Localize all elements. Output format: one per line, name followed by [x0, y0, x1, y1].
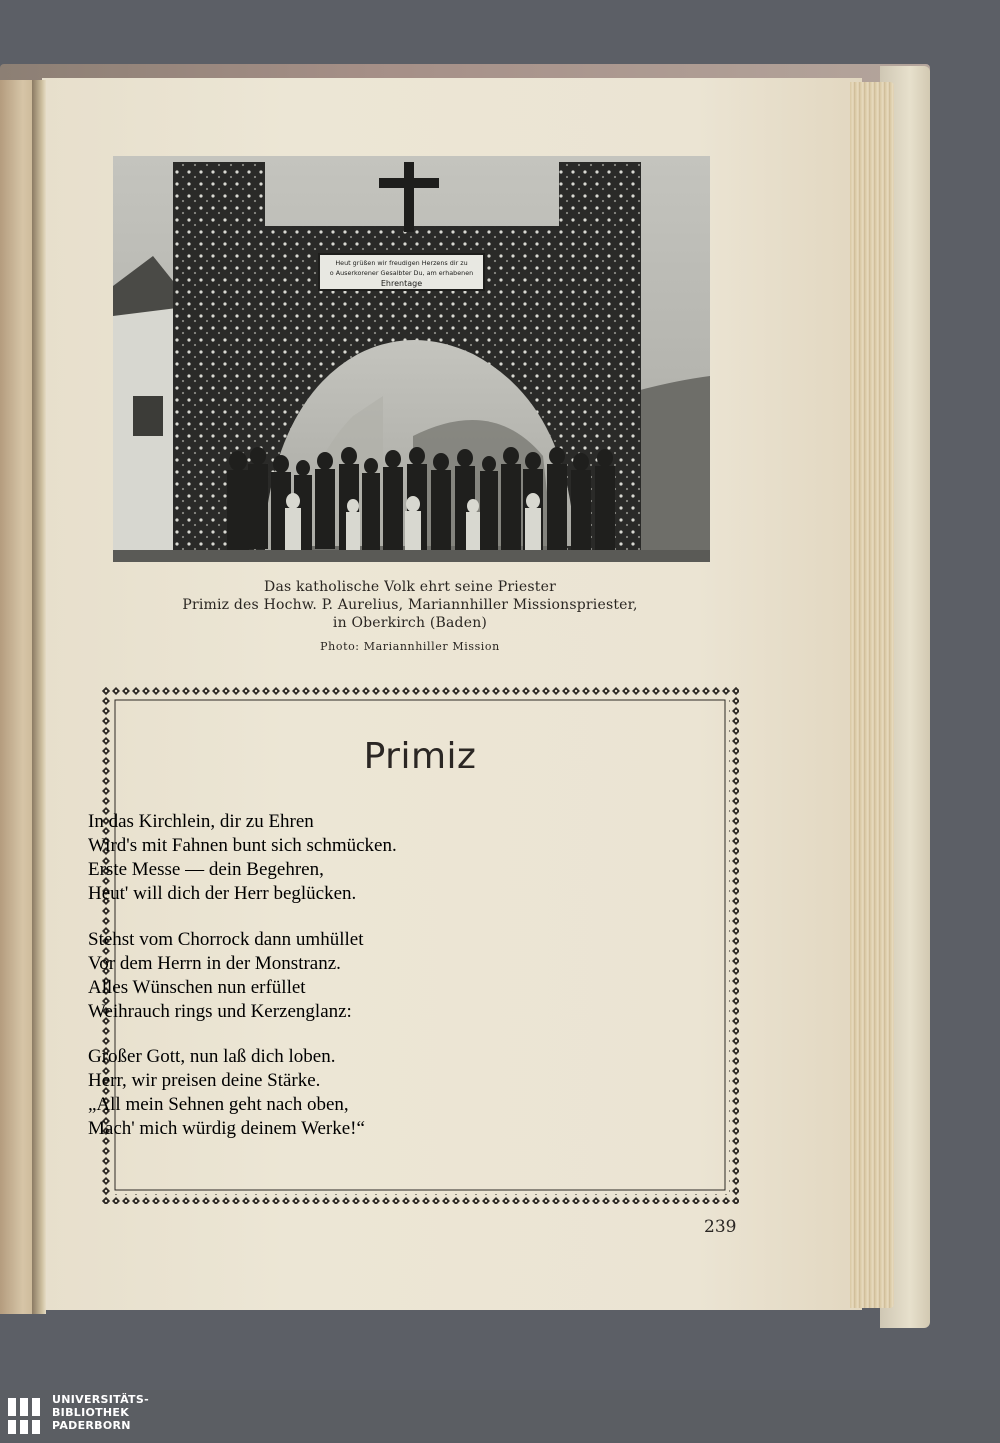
library-name	[52, 1393, 149, 1432]
poem-verse: Stehst vom Chorrock dann umhüllet	[88, 929, 364, 950]
poem-verse: Heut' will dich der Herr beglücken.	[88, 883, 357, 904]
poem-verse: Alles Wünschen nun erfüllet	[88, 977, 306, 998]
photograph-priest-arch	[113, 156, 710, 562]
photo-caption	[130, 578, 690, 655]
book-gutter	[32, 80, 46, 1314]
poem-stanza-3	[88, 1045, 548, 1141]
sign-line-3: Ehrentage	[380, 279, 423, 288]
poem-title: Primiz	[363, 736, 477, 777]
poem-verse: Vor dem Herrn in der Monstranz.	[88, 953, 341, 974]
poem-verse: Großer Gott, nun laß dich loben.	[88, 1046, 336, 1067]
library-logo-icon	[4, 1394, 48, 1438]
caption-line-3: in Oberkirch (Baden)	[332, 615, 488, 631]
page-edges	[850, 82, 894, 1308]
poem-verse: In das Kirchlein, dir zu Ehren	[88, 811, 314, 832]
poem-verse: Herr, wir preisen deine Stärke.	[88, 1070, 321, 1091]
poem-stanza-2	[88, 928, 548, 1024]
caption-line-2: Primiz des Hochw. P. Aurelius, Mariannhiller Missionspriester,	[182, 597, 638, 613]
page-number: 239	[704, 1217, 737, 1237]
poem	[150, 735, 690, 779]
poem-verse: Wird's mit Fahnen bunt sich schmücken.	[88, 835, 397, 856]
poem-verse: Erste Messe — dein Begehren,	[88, 859, 324, 880]
poem-verse: „All mein Sehnen geht nach oben,	[88, 1094, 349, 1115]
sign-line-2: o Auserkorener Gesalbter Du, am erhabenen	[329, 269, 474, 277]
library-footer-bar	[0, 1390, 1000, 1441]
poem-stanza-1	[88, 810, 548, 906]
sign-line-1: Heut grüßen wir freudigen Herzens dir zu	[335, 259, 468, 267]
library-name-line-1: UNIVERSITÄTS-	[52, 1393, 149, 1406]
library-name-line-2: BIBLIOTHEK	[52, 1406, 130, 1419]
poem-verse: Mach' mich würdig deinem Werke!“	[88, 1118, 365, 1139]
library-name-line-3: PADERBORN	[52, 1419, 131, 1432]
poem-verse: Weihrauch rings und Kerzenglanz:	[88, 1001, 352, 1022]
caption-line-1: Das katholische Volk ehrt seine Priester	[264, 579, 556, 595]
photo-credit: Photo: Mariannhiller Mission	[320, 640, 500, 653]
